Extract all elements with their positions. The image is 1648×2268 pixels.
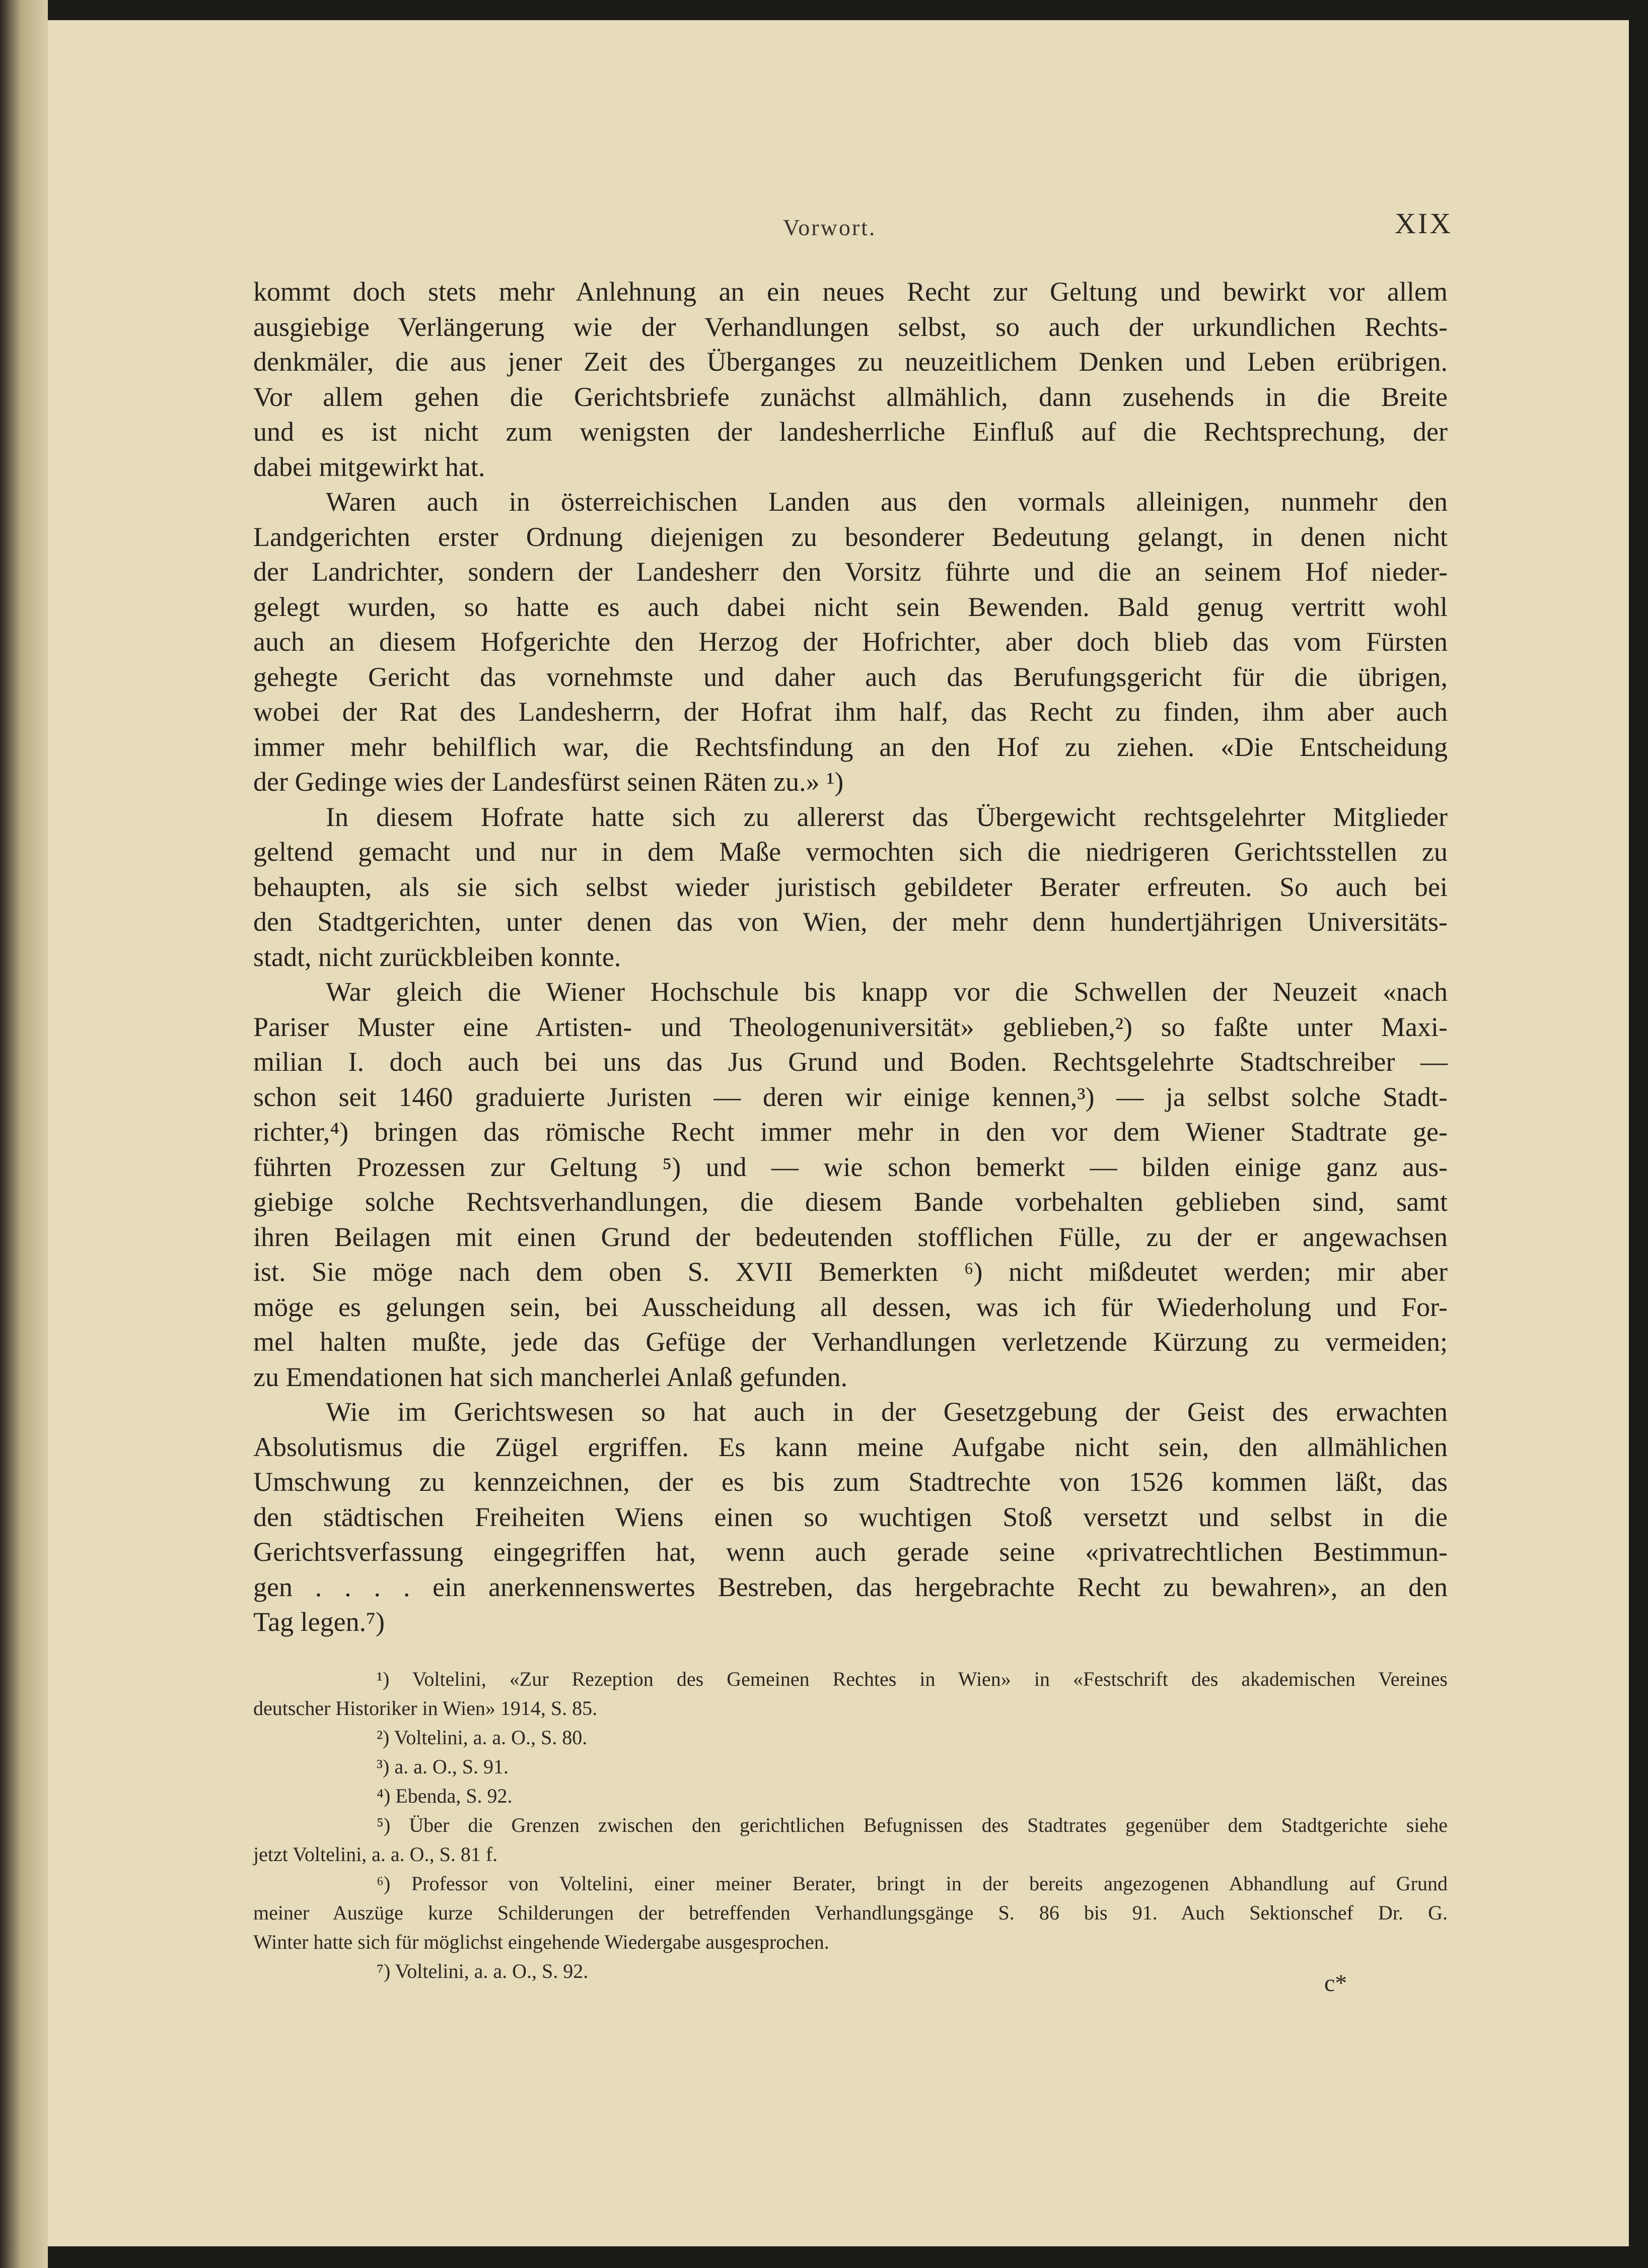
text-line: immer mehr behilflich war, die Rechtsfindung an den Hof zu ziehen. «Die Entscheidung xyxy=(253,731,1448,762)
text-line: ist. Sie möge nach dem oben S. XVII Bemerkten ⁶) nicht mißdeutet werden; mir aber xyxy=(253,1257,1448,1287)
paragraph xyxy=(253,1395,1448,1640)
text-line: gelegt wurden, so hatte es auch dabei nicht sein Bewenden. Bald genug vertritt wohl xyxy=(253,591,1448,622)
text-line: In diesem Hofrate hatte sich zu allererst das Übergewicht rechtsgelehrter Mitglieder xyxy=(326,801,1448,832)
footnote xyxy=(253,1781,1448,1811)
footnote xyxy=(253,1752,1448,1781)
text-line: richter,⁴) bringen das römische Recht immer mehr in den vor dem Wiener Stadtrate ge- xyxy=(253,1117,1448,1147)
footnote xyxy=(253,1811,1448,1869)
text-line: Tag legen.⁷) xyxy=(253,1607,385,1637)
footnote xyxy=(253,1957,1448,1986)
text-line: der Landrichter, sondern der Landesherr den Vorsitz führte und die an seinem Hof nieder- xyxy=(253,557,1448,587)
footnote-line: ⁴) Ebenda, S. 92. xyxy=(377,1784,513,1807)
footnote xyxy=(253,1723,1448,1752)
paragraph xyxy=(253,485,1448,800)
footnote xyxy=(253,1665,1448,1723)
text-line: War gleich die Wiener Hochschule bis knapp vor die Schwellen der Neuzeit «nach xyxy=(326,977,1448,1007)
paragraphs xyxy=(253,274,1448,1640)
text-line: geltend gemacht und nur in dem Maße vermochten sich die niedrigeren Gerichtsstellen zu xyxy=(253,837,1448,867)
text-line: kommt doch stets mehr Anlehnung an ein neues Recht zur Geltung und bewirkt vor allem xyxy=(253,277,1448,307)
text-line: wobei der Rat des Landesherrn, der Hofrat ihm half, das Recht zu finden, ihm aber auch xyxy=(253,697,1448,727)
text-line: giebige solche Rechtsverhandlungen, die diesem Bande vorbehalten geblieben sind, samt xyxy=(253,1187,1448,1217)
text-line: Landgerichten erster Ordnung diejenigen zu besonderer Bedeutung gelangt, in denen nicht xyxy=(253,521,1448,552)
footnote xyxy=(253,1869,1448,1957)
text-line: den städtischen Freiheiten Wiens einen so wuchtigen Stoß versetzt und selbst in die xyxy=(253,1501,1448,1532)
text-line: Wie im Gerichtswesen so hat auch in der Gesetzgebung der Geist des erwachten xyxy=(326,1397,1448,1427)
footnote-line: jetzt Voltelini, a. a. O., S. 81 f. xyxy=(253,1842,498,1866)
text-line: gen . . . . ein anerkennenswertes Bestreben, das hergebrachte Recht zu bewahren», an den xyxy=(253,1571,1448,1602)
main-text xyxy=(253,274,1448,1986)
footnote-gap xyxy=(253,1640,1448,1665)
text-line: behaupten, als sie sich selbst wieder juristisch gebildeter Berater erfreuten. So auch bei xyxy=(253,871,1448,902)
paragraph xyxy=(253,800,1448,975)
text-line: und es ist nicht zum wenigsten der landesherrliche Einfluß auf die Rechtsprechung, der xyxy=(253,417,1448,447)
text-line: ausgiebige Verlängerung wie der Verhandlungen selbst, so auch der urkundlichen Rechts- xyxy=(253,311,1448,342)
text-line: den Stadtgerichten, unter denen das von Wien, der mehr denn hundertjährigen Universitäts- xyxy=(253,907,1448,937)
footnote-line: Winter hatte sich für möglichst eingehende Wiedergabe ausgesprochen. xyxy=(253,1930,829,1953)
footnote-line: ⁷) Voltelini, a. a. O., S. 92. xyxy=(377,1959,589,1982)
text-line: möge es gelungen sein, bei Ausscheidung all dessen, was ich für Wiederholung und For- xyxy=(253,1291,1448,1322)
page-number: XIX xyxy=(1395,207,1453,240)
text-line: gehegte Gericht das vornehmste und daher auch das Berufungsgericht für die übrigen, xyxy=(253,661,1448,692)
footnote-line: deutscher Historiker in Wien» 1914, S. 85. xyxy=(253,1696,598,1720)
text-line: stadt, nicht zurückbleiben konnte. xyxy=(253,941,621,972)
text-line: dabei mitgewirkt hat. xyxy=(253,451,485,482)
document-page xyxy=(48,20,1629,2246)
text-line: auch an diesem Hofgerichte den Herzog der Hofrichter, aber doch blieb das vom Fürsten xyxy=(253,627,1448,657)
signature-mark: c* xyxy=(1324,1970,1347,1997)
paragraph xyxy=(253,975,1448,1395)
text-line: Pariser Muster eine Artisten- und Theologenuniversität» geblieben,²) so faßte unter Maxi- xyxy=(253,1011,1448,1042)
text-line: denkmäler, die aus jener Zeit des Überganges zu neuzeitlichem Denken und Leben erübrigen. xyxy=(253,347,1448,377)
running-title: Vorwort. xyxy=(783,215,877,240)
book-spine-shadow xyxy=(0,0,48,2268)
footnote-line: ¹) Voltelini, «Zur Rezeption des Gemeinen Rechtes in Wien» in «Festschrift des akademischen Vereines xyxy=(377,1667,1448,1690)
text-line: Waren auch in österreichischen Landen aus den vormals alleinigen, nunmehr den xyxy=(326,487,1448,517)
footnote-line: ⁶) Professor von Voltelini, einer meiner Berater, bringt in der bereits angezogenen Abhandlung auf Grund xyxy=(377,1872,1448,1895)
footnote-line: meiner Auszüge kurze Schilderungen der betreffenden Verhandlungsgänge S. 86 bis 91. Auch Sektionschef Dr. G. xyxy=(253,1901,1448,1924)
text-line: Umschwung zu kennzeichnen, der es bis zum Stadtrechte von 1526 kommen läßt, das xyxy=(253,1467,1448,1497)
text-line: zu Emendationen hat sich mancherlei Anlaß gefunden. xyxy=(253,1361,848,1392)
footnote-line: ⁵) Über die Grenzen zwischen den gerichtlichen Befugnissen des Stadtrates gegenüber dem Stadtgerichte siehe xyxy=(377,1813,1448,1836)
footnote-line: ²) Voltelini, a. a. O., S. 80. xyxy=(377,1726,588,1749)
text-line: mel halten mußte, jede das Gefüge der Verhandlungen verletzende Kürzung zu vermeiden; xyxy=(253,1327,1448,1357)
text-line: der Gedinge wies der Landesfürst seinen Räten zu.» ¹) xyxy=(253,767,844,797)
text-line: schon seit 1460 graduierte Juristen — deren wir einige kennen,³) — ja selbst solche Stadt- xyxy=(253,1081,1448,1112)
footnotes xyxy=(253,1665,1448,1986)
paragraph xyxy=(253,274,1448,485)
text-line: milian I. doch auch bei uns das Jus Grund und Boden. Rechtsgelehrte Stadtschreiber — xyxy=(253,1047,1448,1077)
footnote-line: ³) a. a. O., S. 91. xyxy=(377,1755,509,1778)
text-line: führten Prozessen zur Geltung ⁵) und — wie schon bemerkt — bilden einige ganz aus- xyxy=(253,1151,1448,1182)
text-line: Absolutismus die Zügel ergriffen. Es kann meine Aufgabe nicht sein, den allmählichen xyxy=(253,1431,1448,1462)
text-line: Vor allem gehen die Gerichtsbriefe zunächst allmählich, dann zusehends in die Breite xyxy=(253,381,1448,412)
text-line: ihren Beilagen mit einen Grund der bedeutenden stofflichen Fülle, zu der er angewachsen xyxy=(253,1221,1448,1252)
text-line: Gerichtsverfassung eingegriffen hat, wenn auch gerade seine «privatrechtlichen Bestimmun- xyxy=(253,1537,1448,1567)
